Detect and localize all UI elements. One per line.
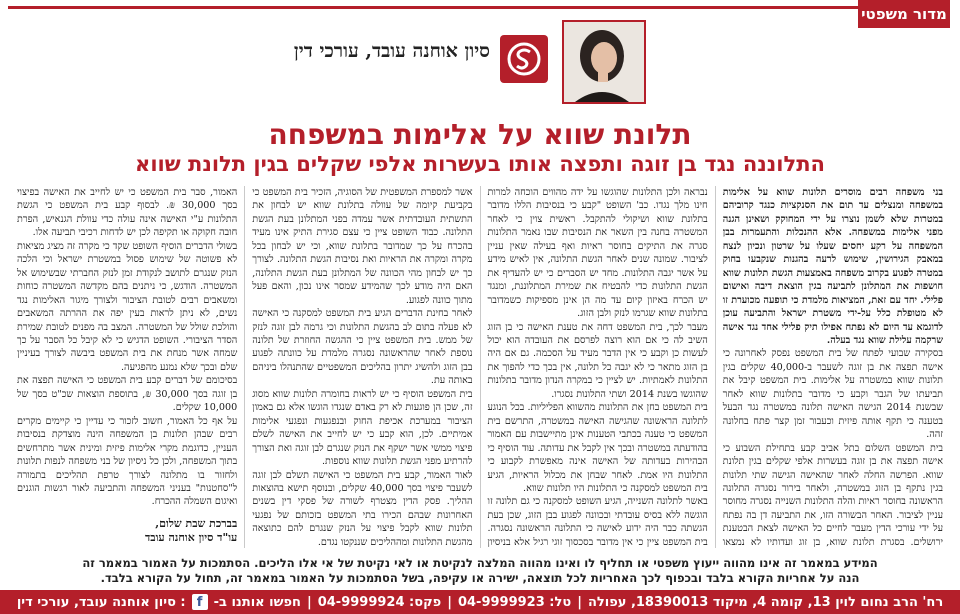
- column-paragraph: מעבר לכך, בית המשפט דחה את טענת האישה כי בן הזוג השיב לה כי אם הוא רוצה לפרסם את העובדה הוא יכול לעשות כן וקבע כי אין הדבר מעיד על הסכמה. גם אם היה בן הזוג מתאר כי לא יגבה כל תלונה, אין בכך כדי להפוך את התלונות לאמתיות. יש לציין כי במקרה הנדון מדובר בתלונות שהוגשו בשנת 2014 ושתי התלונות נסגרו.: [487, 321, 708, 400]
- signature: [17, 517, 237, 545]
- disclaimer-line: המידע במאמר זה אינו מהווה ייעוץ משפטי או תחליף לו ואינו מהווה המלצה לנקיטת או לאי נקיטת של אי אלו הליכים. הסתמכות על האמור במאמר זה: [82, 556, 878, 570]
- article-column-4: [10, 186, 244, 548]
- article-column-3: [244, 186, 479, 548]
- footer-address: רח' הרב נחום לוין 13, קומה 4, מיקוד 18390013, עפולה: [587, 594, 944, 610]
- column-paragraph: בשולי הדברים הוסיף השופט שקד כי מקרה זה מציג מציאות לא פשוטה של שימוש פסול במשטרת ישראל וכי הלכה הנזק שנגרם לתושב לנקודת זמן לנזק החברתי שבשימוש אל המשטרה. הודגש, כי ניתנים בהם מקדשה המשטרה כוחות ומשאבים רבים לטובת הציבור ולצורך מיגור האלימות נגד נשים, לא ניתן לראות בעין יפה את ההרתה המשאבים והולכת שולל של המשטרה. המצב בה מפנים לטובת שמירת הסדר הציבורי. השופט הדגיש כי לא קיבל כל הסבר על כך שמחה אשר מנחת את בית המשפט ביבשה לצורך בעיניין שלם ובכך שלא נמנע מהפגיעה.: [17, 240, 238, 373]
- article-column-1: [715, 186, 950, 548]
- footer-phone: טל: 04-9999923: [457, 594, 572, 610]
- section-tag: מדור משפטי: [858, 0, 950, 28]
- column-paragraph: לאור האמור, קבע בית המשפט כי האישה תשלם לבן זוגה לשעבר פיצוי בסך 40,000 שקלים, ובנוסף תישא בהוצאות ההליך. פסק הדין מצטרף לשורה של פסקי דין בשנים האחרונות שבהם הכירו בתי המשפט בזכותם של נפגעי תלונות שווא לקבל פיצוי על הנזק שנגרם להם כתוצאה מהגשת התלונות ומההליכים שננקטו נגדם.: [252, 469, 473, 548]
- article-column-2: [480, 186, 715, 548]
- contact-footer: [0, 590, 960, 614]
- author-photo: [562, 20, 646, 104]
- facebook-icon[interactable]: f: [192, 594, 208, 610]
- column-paragraph: בסקירה שבועי לפתח של בית המשפט נפסק לאחרונה כי אישה תפצה את בן זוגה לשעבר ב-40,000 שקלים בגין תלונות שווא במשטרה על אלימות. בית המשפט קיבל את תביעתו של הגבר וקבע כי מדובר בתלונות שווא לאחר שבשנת 2014 הגישה האישה תלונה במשטרה נגד הבעל בטענה כי תקף אותה פיזית וכעבור זמן קצר פתח בחלונה זהה.: [722, 348, 943, 441]
- signature-greeting: בברכת שבת שלום,: [155, 516, 238, 530]
- footer-social: חפשו אותנו ב-: [213, 594, 301, 610]
- article-body: [10, 186, 950, 548]
- column-paragraph: לאחר בחינת הדברים הגיע בית המשפט למסקנה כי האישה לא פעלה בתום לב בהגשת התלונות וכי גרמה לבן זוגה לנזק של ממש. בית המשפט ציין כי ההגשה החוזרת של תלונה נוספת לאחר שהראשונה נסגרה מלמדת על כוונתה לפגוע בבן הזוג ולהשיג יתרון בהליכים המשפטיים שהתנהלו ביניהם באותה עת.: [252, 308, 473, 387]
- column-paragraph: באשר לתלונה השנייה, הגיע השופט למסקנה כי גם תלונה זו הוגשה ללא בסיס עובדתי ובכוונה לפגוע בבן הזוג, שכן בעת הגשתה כבר היה ידוע לאישה כי התלונה הראשונה נסגרה. בית המשפט ציין כי אין מדובר בסכסוך זוגי רגיל אלא בניסיון: [487, 496, 708, 548]
- article-headline: תלונת שווא על אלימות במשפחה: [268, 118, 692, 151]
- footer-fax: פקס: 04-9999924: [317, 594, 442, 610]
- column-paragraph: בית המשפט הוסיף כי יש לראות בחומרה תלונות שווא מסוג זה, שכן הן פוגעות לא רק באדם שנגדו הוגשו אלא גם באמון הציבור במערכת אכיפת החוק ובנפגעות ונפגעי אלימות אמיתיים. לכן, הוא קבע כי יש לחייב את האישה לשלם פיצוי ממשי אשר ישקף את הנזק שנגרם לבן זוגה ואת הצורך להרתיע מפני הגשת תלונות שווא נוספות.: [252, 388, 473, 468]
- column-paragraph: על אף כל האמור, חשוב לזכור כי עדיין כי קיימים מקרים רבים שבהן תלונות בן המשפחה הינה מוצדקת בנסיבות העניין, כדוגמת מקרי אלימות פיזית ומינית אשר מתרחשים בתוך המשפחה, ולכן כל ניסיון של בני משפחה לנפות תלונות ולחזור בו מתלונה לצורך טרפת תהליכים בתמורה ל"סחטנות" בעניני המשפחה והתביעה לאור רגשות הוגנים ואיגום השמלה ההכרח.: [17, 415, 238, 508]
- top-rule: [8, 6, 858, 9]
- footer-separator: |: [577, 594, 582, 610]
- author-name: סיון אוחנה עובד, עורכי דין: [293, 40, 490, 62]
- article-subheadline: התלוננה נגד בן זוגה ותפצה אותו בעשרות אלפי שקלים בגין תלונת שווא: [135, 152, 825, 176]
- footer-separator: |: [447, 594, 452, 610]
- legal-disclaimer: [18, 556, 942, 586]
- column-paragraph: האמור, סבר בית המשפט כי יש לחייב את האישה בפיצוי בסך 30,000 ₪. לבסוף קבע בית המשפט כי הגשת התלונות ע"י האישה אינה עולה כדי עוולת הגנאיש, הפרת חובה חקוקה או תקיפה לכן יש לדחות רכיבי תביעה אלו.: [17, 187, 238, 239]
- footer-firm: : סיון אוחנה עובד, עורכי דין: [16, 594, 186, 610]
- footer-separator: |: [306, 594, 312, 610]
- column-paragraph: בית המשפט בחן את התלונות מהשווא הפליליות. בכל הנוגע לתלונה הראשונה שהגישה האישה במשטרה, התרשם בית המשפט כי טענה בכתבי הטענות אינן מתיישבות עם האמור בהודעתה במשטרה ובכך אין לקבל את עדותה. עוד הוסיף כי הבהירות בעדותה של האישה אינה מאפשרת לקבוע כי התלונות היו אמת. לאחר שבחן את מכלול הראיות, הגיע בית המשפט למסקנה כי התלונות היו תלונות שווא.: [487, 402, 708, 494]
- signature-author: עו"ד סיון אוחנה עובד: [145, 530, 238, 544]
- firm-logo: [500, 35, 548, 83]
- column-paragraph: בסיכומם של דברים קבע בית המשפט כי האישה תפצה את בן זוגה בסך 30,000 ₪, בתוספת הוצאות שכ"ט בסך של 10,000 שקלים.: [17, 375, 238, 414]
- column-paragraph: אשר למספרת המשפטית של הסוגיה, הזכיר בית המשפט כי בקביעת קיומה של עוולה בתלונת שווא יש לבחון את התשתית העובדתית אשר עמדה בפני המתלונן בעת הגשת התלונה. כבוד השופט ציין כי עצם סגירת התיק אינו מעיד בהכרח על כך שמדובר בתלונת שווא, וכי יש לבחון בכל מקרה ומקרה את הראיות ואת נסיבות הגשת התלונה. לצורך כך יש לבחון מהי הכוונה של המתלונן בעת הגשת התלונה, האם היה מודע לכך שהמידע שמסר אינו נכון, והאם פעל מתוך כוונה לפגוע.: [252, 187, 473, 306]
- column-paragraph: נבראה ולכן התלונות שהוגשו על ידה מהווים הוכחה למרות חינו מלך נגדו. כב' השופט "קבע כי בנסיבות הללו מדובר בתלונת שווא ושיקולי להתקבל. ראשית צוין כי לאחר המשטרה בחנה בין השאר את הנסיבות שבו נאמר התלונות סגרה את התיקים בחוסר ראיות ואף בעילה שאין עניין לציבור. שמונה שנים לאחר הגשת התלונה, אין לאיש מידע על אשר יגבה התלונות. מחד יש הסברים כי יש להעדיף את הגשת התלונות כדי להבטיח את שמירת המתלוננת, ומנגד יש הכרח באיזון קיום עד מה הן אינן מספיקות כשמדובר בתלונות שווא שגרמו לנזק ולבן הזוג.: [487, 187, 708, 320]
- column-paragraph: בני משפחה רבים מוסרים תלונות שווא על אלימות במשפחה ומנצלים עד תום את הסנקציות כנגד קרוביהם במטרות שלא לשמן נוצרו על ידי המחוקק ושאינן הגנה מפני אלימות במשפחה. אלא ההנכלות והתעמרות בבן המשפחה על רקע יחסים שעלו על שרטון ונכיון לנצח במאבק הגירושין, שימוש לרעה בהגנות שנקבעו בחוק במטרה לפגוע בקרוב משפחה באמצעות הגשת תלונות שווא חושפות את המתלונן לתביעה בגין הוצאת דיבה ואישום פלילי. יחד עם זאת, המציאות מלמדת כי תופעה מכוערת זו לא מטופלת כלל על-ידי משטרת ישראל והתביעה עוכן לדוגמא עד היום לא נפתח אפילו תיק פלילי אחד נגד אישה שרקמה עלילת שווא נגד בעלה.: [722, 187, 943, 346]
- column-paragraph: בית המשפט השלום בתל אביב קבע בתחילת השבוע כי אישה תפצה את בן זוגה בעשרות אלפי שקלים בגין תלונת שווא. הפרשה החלה לאחר שהאישה הגישה שתי תלונות בגין נתקף בן הזוג במשטרה, ולאחר בירור נסגרה התלונה הראשונה בחוסר ראיות והלה התלונות השנייה נסגרה מחוסר עניין לציבור. האחר הבשורה הזו, את התביעה דן בה נפתח על ידי עורכי הדין מעבר לחיים כל האישה לצאת הבטענת ירושלים. בסגרת תלונת שווא, בן זוג ועדותיו לא נמצאו: [722, 442, 943, 548]
- disclaimer-line: הנה על אחריות הקורא בלבד ובכפוף לכך האחריות לכל תוצאה, ישירה או עקיפה, בשל הסתמכות על האמור במאמר זה, תחול על הקורא בלבד.: [100, 571, 860, 585]
